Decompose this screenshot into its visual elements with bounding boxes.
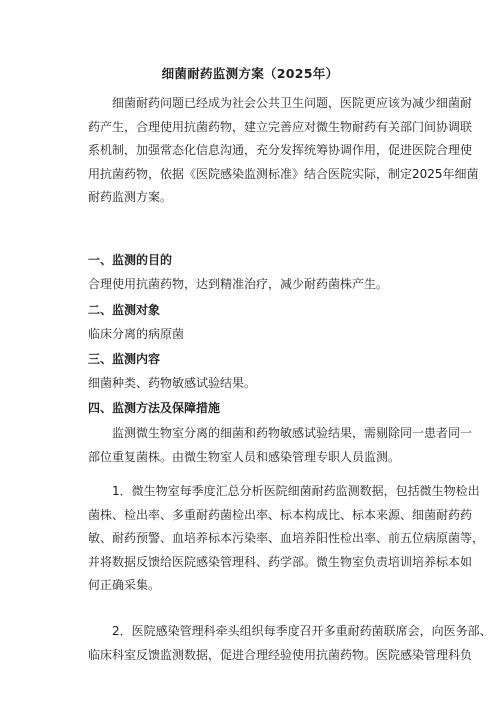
body-line: 合理使用抗菌药物，达到精准治疗，减少耐药菌株产生。	[88, 277, 389, 291]
section-heading-content: 三、监测内容	[88, 352, 161, 366]
body-line: 临床分离的病原菌	[88, 327, 185, 341]
body-line: 监测微生物室分离的细菌和药物敏感试验结果，需剔除同一患者同一	[112, 426, 473, 440]
body-line: 2．医院感染管理科牵头组织每季度召开多重耐药菌联席会，向医务部、	[112, 624, 492, 638]
body-line: 敏、耐药预警、血培养标本污染率、血培养阳性检出率、前五位病原菌等，	[88, 531, 485, 545]
method-item-1	[88, 480, 485, 598]
intro-line: 细菌耐药问题已经成为社会公共卫生问题，医院更应该为减少细菌耐	[112, 96, 473, 110]
document-title: 细菌耐药监测方案（2025年）	[161, 66, 339, 81]
methods-intro-paragraph	[88, 422, 473, 469]
intro-paragraph	[88, 92, 479, 210]
method-item-2	[88, 620, 492, 667]
body-line: 并将数据反馈给医院感染管理科、药学部。微生物室负责培训培养标本如	[88, 554, 473, 569]
intro-line: 药产生，合理使用抗菌药物，建立完善应对微生物耐药有关部门间协调联	[88, 119, 473, 134]
body-line: 1．微生物室每季度汇总分析医院细菌耐药监测数据，包括微生物检出	[112, 484, 480, 498]
section-body-purpose	[88, 273, 433, 297]
body-line: 临床科室反馈监测数据，促进合理经验使用抗菌药物。医院感染管理科负	[88, 647, 473, 662]
body-line: 何正确采集。	[88, 578, 161, 592]
body-line: 菌株、检出率、多重耐药菌检出率、标本构成比、标本来源、细菌耐药药	[88, 507, 473, 522]
intro-line: 用抗菌药物，依据《医院感染监测标准》结合医院实际，制定2025年细菌	[88, 166, 479, 181]
section-heading-methods: 四、监测方法及保障措施	[88, 401, 221, 415]
intro-line: 系机制，加强常态化信息沟通，充分发挥统筹协调作用，促进医院合理使	[88, 143, 473, 157]
section-body-target	[88, 323, 433, 347]
body-line: 部位重复菌株。由微生物室人员和感染管理专职人员监测。	[88, 449, 401, 464]
section-heading-target: 二、监测对象	[88, 303, 161, 317]
section-heading-purpose: 一、监测的目的	[88, 253, 173, 267]
intro-line: 耐药监测方案。	[88, 190, 173, 204]
body-line: 细菌种类、药物敏感试验结果。	[88, 376, 257, 390]
section-body-content	[88, 372, 433, 396]
